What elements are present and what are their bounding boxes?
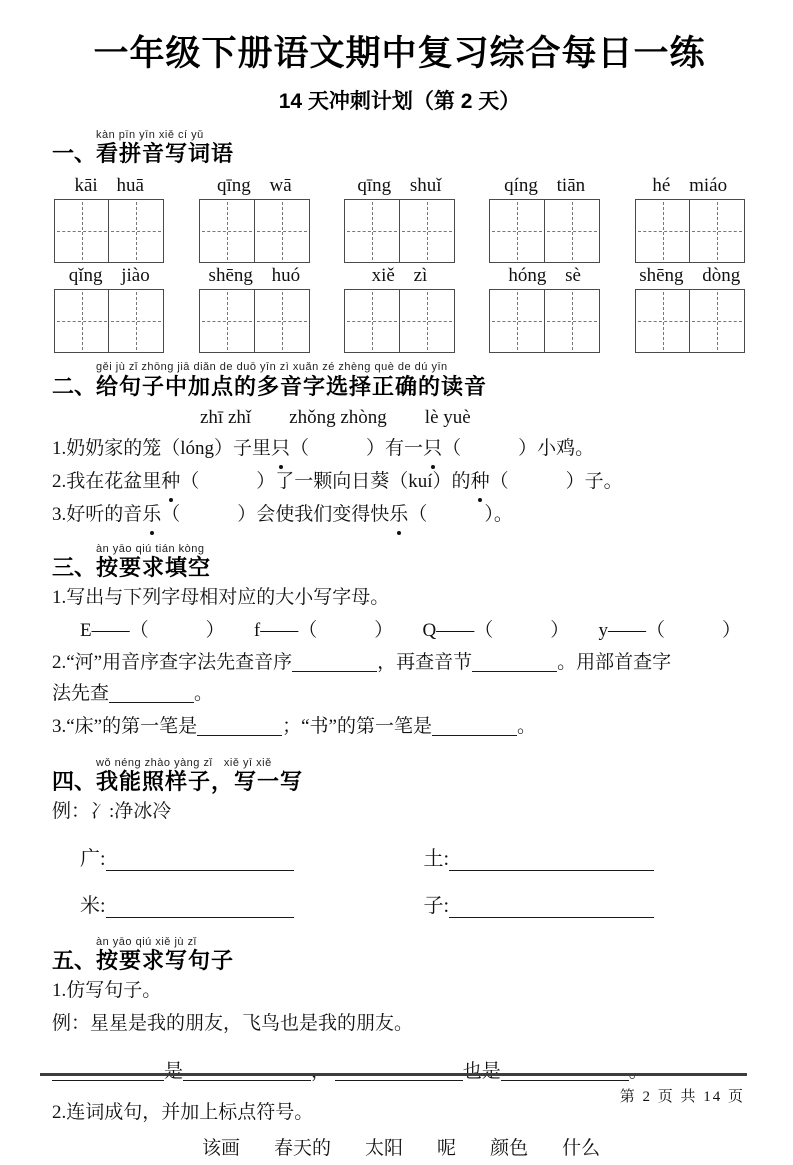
page-number: 第 2 页 共 14 页 [619, 1089, 745, 1105]
word-item: 太阳 [365, 1137, 404, 1159]
section4-number: 四、 [52, 768, 97, 794]
writing-box-pair [199, 199, 309, 263]
tianzige-cell [399, 199, 455, 263]
writing-box-pair [635, 199, 745, 263]
tianzige-cell [489, 289, 545, 353]
section4-example: 例：冫:净冰冷 [52, 801, 172, 823]
pinyin-label: shēng dòng [639, 265, 741, 287]
pinyin-label: shēng huó [208, 265, 301, 287]
section3-item3 [52, 712, 747, 743]
word-item: 呢 [437, 1137, 457, 1159]
polyphone-item-1 [52, 434, 747, 465]
fill-blank [183, 1061, 311, 1081]
word-rearrange-list [202, 1133, 747, 1165]
section5-example: 例：星星是我的朋友，飞鸟也是我的朋友。 [52, 1013, 414, 1035]
item-text: （ ）。 [408, 504, 513, 525]
section3-item1: 1.写出与下列字母相对应的大小写字母。 [52, 587, 390, 609]
fill-blank [335, 1061, 463, 1081]
pinyin-label: qīng shuǐ [357, 175, 442, 197]
section1-title: 看拼音写词语 [96, 141, 235, 167]
writing-box-pair [344, 289, 454, 353]
pattern-text: 也是 [462, 1060, 501, 1082]
pinyin-word-column [199, 173, 309, 353]
fill-blank [106, 898, 294, 918]
writing-box-pair [489, 199, 599, 263]
fill-blank [106, 851, 294, 871]
radical-label: 米: [80, 894, 106, 917]
writing-box-pair [635, 289, 745, 353]
writing-box-pair [199, 289, 309, 353]
tianzige-cell [399, 289, 455, 353]
radical-label: 子: [423, 894, 450, 917]
dotted-char: 只 [271, 434, 290, 465]
section5-title: 按要求写句子 [96, 948, 235, 974]
section2-number: 二、 [52, 373, 97, 399]
section3-pinyin-ruby: àn yāo qiú tián kòng [96, 542, 205, 555]
radical-label: 土: [423, 847, 450, 870]
dotted-char: 种 [161, 467, 180, 498]
section1-header [52, 129, 747, 167]
page-subtitle: 14 天冲刺计划（第 2 天） [278, 90, 521, 113]
dotted-char: 种 [471, 467, 490, 498]
fill-blank [501, 1061, 629, 1081]
pinyin-word-column [344, 173, 454, 353]
section4-pinyin-ruby: wǒ néng zhào yàng zǐ xiě yī xiě [96, 756, 272, 769]
pinyin-label: qǐng jiào [68, 265, 150, 287]
pattern-text: 是 [164, 1060, 184, 1082]
pinyin-word-column [489, 173, 599, 353]
fill-blank [472, 652, 557, 672]
fill-blank [197, 716, 282, 736]
section3-header [52, 543, 747, 581]
fill-blank [449, 851, 654, 871]
section1-number: 一、 [52, 141, 97, 167]
pinyin-label: hóng sè [508, 265, 581, 287]
item-text: 2.“河”用音序查字法先查音序 [52, 652, 293, 674]
letter-matching-row [52, 614, 747, 646]
radical-row [80, 889, 404, 918]
dotted-char: 乐 [142, 500, 161, 531]
pinyin-label: xiě zì [371, 265, 428, 287]
tianzige-cell [54, 289, 110, 353]
fill-blank [292, 652, 377, 672]
section5-item1: 1.仿写句子。 [52, 980, 162, 1002]
footer-divider [40, 1073, 747, 1076]
section3-title: 按要求填空 [96, 554, 212, 580]
tianzige-cell [344, 289, 400, 353]
writing-box-pair [54, 289, 164, 353]
item-text: （ ）子。 [489, 471, 623, 493]
tianzige-cell [199, 289, 255, 353]
page-title: 一年级下册语文期中复习综合每日一练 [93, 34, 706, 73]
item-text: 2.我在花盆里 [52, 471, 162, 493]
dotted-char: 只 [423, 434, 442, 465]
section5-item2: 2.连词成句，并加上标点符号。 [52, 1102, 314, 1124]
pinyin-label: qíng tiān [504, 175, 586, 197]
polyphone-item-3 [52, 500, 747, 531]
pinyin-label: kāi huā [74, 175, 144, 197]
fill-blank [432, 716, 517, 736]
section5-header [52, 936, 747, 974]
tianzige-cell [635, 199, 691, 263]
pattern-text: 。 [628, 1060, 648, 1082]
writing-box-pair [54, 199, 164, 263]
item-text: 。用部首查字 [557, 652, 672, 674]
item-text: 。 [517, 715, 537, 737]
dotted-char: 乐 [389, 500, 408, 531]
letter-pair: Q——（ ） [422, 620, 570, 642]
tianzige-cell [254, 289, 310, 353]
pinyin-word-column [54, 173, 164, 353]
word-item: 该画 [202, 1137, 241, 1159]
section1-pinyin-ruby: kàn pīn yīn xiě cí yǔ [96, 129, 204, 141]
word-item: 春天的 [274, 1137, 332, 1159]
radical-label: 广: [80, 847, 106, 870]
section2-pinyin-ruby: gěi jù zǐ zhōng jiā diǎn de duō yīn zì xuǎn zé zhèng què de dú yīn [96, 361, 448, 374]
section4-title: 我能照样子，写一写 [96, 768, 304, 794]
writing-box-pair [489, 289, 599, 353]
section4-header [52, 757, 747, 795]
tianzige-cell [689, 199, 745, 263]
radical-row [80, 842, 404, 871]
word-item: 颜色 [490, 1137, 529, 1159]
fill-blank [449, 898, 654, 918]
letter-pair: f——（ ） [253, 620, 394, 642]
item-text: ，再查音节 [377, 652, 473, 674]
tianzige-cell [489, 199, 545, 263]
tianzige-cell [199, 199, 255, 263]
tianzige-cell [544, 289, 600, 353]
section5-number: 五、 [52, 948, 97, 974]
item-text: 3.“床”的第一笔是 [52, 715, 198, 737]
polyphone-item-2 [52, 467, 747, 498]
pronunciation-options: zhī zhǐ zhǒng zhòng lè yuè [200, 406, 471, 428]
tianzige-cell [108, 199, 164, 263]
section2-header [52, 361, 747, 399]
letter-pair: y——（ ） [598, 620, 741, 642]
section3-item2 [52, 648, 747, 710]
item-text: （ ）小鸡。 [442, 438, 595, 460]
letter-pair: E——（ ） [80, 620, 225, 642]
word-item: 什么 [562, 1137, 601, 1159]
item-text: （ ）了一颗向日葵（kuí）的 [180, 471, 471, 493]
pinyin-label: hé miáo [652, 175, 728, 197]
tianzige-cell [108, 289, 164, 353]
item-text: ；“书”的第一笔是 [282, 715, 432, 737]
item-text: （ ）有一 [290, 438, 424, 460]
item-text: 。 [194, 683, 214, 705]
tianzige-cell [344, 199, 400, 263]
tianzige-cell [544, 199, 600, 263]
writing-box-pair [344, 199, 454, 263]
section2-title: 给句子中加点的多音字选择正确的读音 [96, 373, 488, 399]
tianzige-cell [254, 199, 310, 263]
fill-blank [109, 683, 194, 703]
section3-number: 三、 [52, 554, 97, 580]
fill-blank [52, 1061, 164, 1081]
item-text: （ ）会使我们变得快 [161, 504, 390, 525]
tianzige-cell [689, 289, 745, 353]
section5-pinyin-ruby: àn yāo qiú xiě jù zǐ [96, 935, 197, 948]
pinyin-label: qīng wā [217, 175, 292, 197]
tianzige-cell [635, 289, 691, 353]
radical-row [424, 842, 748, 871]
pinyin-writing-grid [52, 173, 747, 353]
item-text: 法先查 [52, 683, 110, 705]
pattern-text: ， [311, 1060, 331, 1082]
radical-row [424, 889, 748, 918]
pinyin-word-column [635, 173, 745, 353]
item-text: 3.好听的音 [52, 504, 143, 525]
radical-exercise-grid [80, 842, 747, 918]
item-text: 1.奶奶家的笼（lóng）子里 [52, 438, 272, 460]
tianzige-cell [54, 199, 110, 263]
